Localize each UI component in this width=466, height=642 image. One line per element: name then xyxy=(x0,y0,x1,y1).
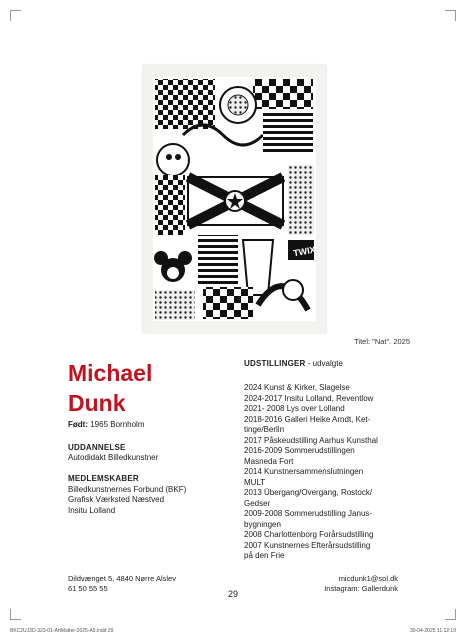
artwork-illustration xyxy=(143,65,326,333)
education-item: Autodidakt Billedkunstner xyxy=(68,453,159,462)
exhibition-line: Gedser xyxy=(244,498,271,508)
exhibition-line: 2017 Påskeudstilling Aarhus Kunsthal xyxy=(244,435,378,445)
slug-file: BKC2UJ3D-323-01-ArtMatter-2025-A5.indd 29 xyxy=(10,628,114,634)
exhibition-line: 2008 Charlottenborg Forårsudstilling xyxy=(244,530,374,539)
exhibition-line: Masneda Fort xyxy=(244,456,294,466)
slug-date: 30-04-2025 11:12:19 xyxy=(409,628,456,634)
membership-item: Grafisk Værksted Næstved xyxy=(68,495,165,504)
artwork-image xyxy=(143,65,326,333)
exhibitions-subtitle: - udvalgte xyxy=(305,359,343,368)
education-title: UDDANNELSE xyxy=(68,443,126,452)
artwork-caption: Titel: "Nat". 2025 xyxy=(354,337,410,346)
exhibition-line: 2021- 2008 Lys over Lolland xyxy=(244,404,345,413)
crop-mark xyxy=(10,609,21,620)
memberships-title: MEDLEMSKABER xyxy=(68,474,139,483)
exhibition-line: 2016-2009 Sommerudstillingen xyxy=(244,446,355,455)
crop-mark xyxy=(445,10,456,21)
exhibitions-list xyxy=(244,383,399,562)
exhibition-line: 2009-2008 Sommerudstilling Janus- xyxy=(244,509,373,518)
phone-number: 61 50 55 55 xyxy=(68,584,108,593)
membership-item: Billedkunstnernes Forbund (BKF) xyxy=(68,484,187,494)
exhibition-line: 2014 Kunstnersammenslutningen xyxy=(244,467,364,476)
exhibition-line: 2024 Kunst & Kirker, Slagelse xyxy=(244,383,350,392)
membership-item: Insitu Lolland xyxy=(68,505,116,515)
address-line: Dildvænget 5, 4840 Nørre Alslev xyxy=(68,574,176,583)
email-link[interactable]: micdunk1@sol.dk xyxy=(338,574,398,583)
crop-mark xyxy=(10,10,21,21)
exhibition-line: 2007 Kunstnernes Efterårsudstilling xyxy=(244,540,371,550)
instagram-handle[interactable]: Instagram: Gallerdunk xyxy=(324,584,398,593)
exhibition-line: tinge/Berlin xyxy=(244,425,285,434)
birth-info xyxy=(68,420,145,429)
exhibitions-title: UDSTILLINGER xyxy=(244,359,306,368)
exhibition-line: 2024-2017 Insitu Lolland, Reventlow xyxy=(244,393,374,403)
born-value: 1965 Bornholm xyxy=(90,420,145,429)
artist-last-name: Dunk xyxy=(68,390,126,416)
exhibition-line: 2013 Übergang/Overgang, Rostock/ xyxy=(244,488,373,497)
memberships-section xyxy=(68,474,186,516)
exhibition-line: på den Frie xyxy=(244,551,285,560)
crop-mark xyxy=(445,609,456,620)
born-label: Født: xyxy=(68,420,88,429)
exhibitions-heading xyxy=(244,359,343,368)
page-number: 29 xyxy=(227,589,238,599)
exhibition-line: MULT xyxy=(244,477,266,487)
svg-text:TWIX: TWIX xyxy=(292,244,317,259)
exhibition-line: bygningen xyxy=(244,519,281,529)
artist-first-name: Michael xyxy=(68,360,153,386)
exhibition-line: 2018-2016 Galleri Heike Arndt, Ket- xyxy=(244,414,371,424)
education-section xyxy=(68,443,158,463)
print-slug xyxy=(10,628,456,634)
artist-name xyxy=(68,358,152,418)
